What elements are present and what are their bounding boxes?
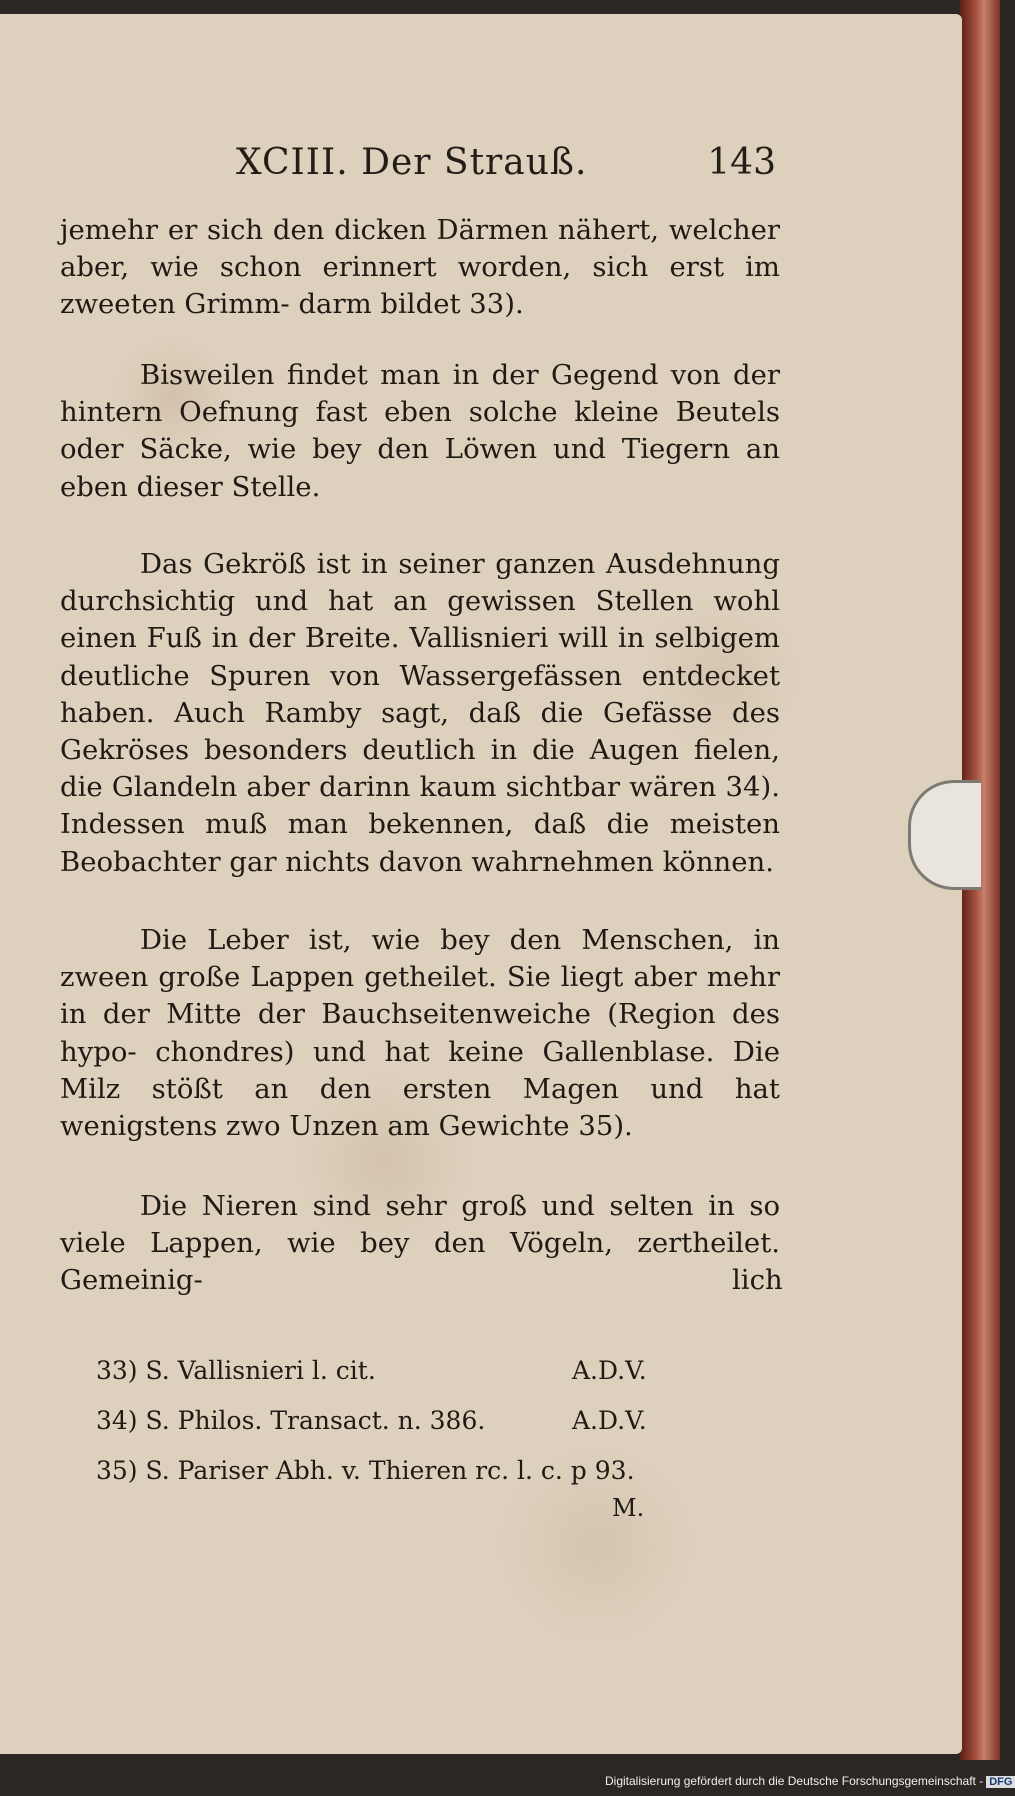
footnote-33 (96, 1356, 696, 1406)
footnotes (96, 1356, 696, 1506)
paragraph-5: Die Nieren sind sehr groß und selten in so viele Lappen, wie bey den Vögeln, zertheilet. Gemeinig- (60, 1190, 780, 1297)
credit-text: Digitalisierung gefördert durch die Deutsche Forschungsgemeinschaft - (605, 1774, 984, 1788)
digitization-credit (605, 1774, 1015, 1794)
signature-mark: M. (612, 1494, 645, 1522)
page-number: 143 (707, 142, 776, 183)
paragraph-1: jemehr er sich den dicken Därmen nähert, welcher aber, wie schon erinnert worden, sich erst im zweeten Grimm- darm bildet 33). (60, 214, 780, 321)
dfg-logo: DFG (986, 1776, 1015, 1788)
footnote-text: 33) S. Vallisnieri l. cit. (96, 1356, 376, 1385)
chapter-title: XCIII. Der Strauß. (236, 142, 588, 183)
paragraph-4: Die Leber ist, wie bey den Menschen, in zween große Lappen getheilet. Sie liegt aber mehr in der Mitte der Bauchseitenweiche (Region des hypo- chondres) und hat keine Gallenblase. Die Milz stößt an den ersten Magen und hat wenigstens zwo Unzen am Gewichte 35). (60, 924, 780, 1143)
footnote-text: 35) S. Pariser Abh. v. Thieren rc. l. c. p 93. (96, 1456, 635, 1485)
footnote-35 (96, 1456, 696, 1506)
footnote-signature: A.D.V. (572, 1406, 647, 1435)
footnote-34 (96, 1406, 696, 1456)
footnote-text: 34) S. Philos. Transact. n. 386. (96, 1406, 486, 1435)
footnote-signature: A.D.V. (572, 1356, 647, 1385)
paragraph-2: Bisweilen findet man in der Gegend von der hintern Oefnung fast eben solche kleine Beutels oder Säcke, wie bey den Löwen und Tiegern an eben dieser Stelle. (60, 359, 780, 503)
paragraph-3: Das Gekröß ist in seiner ganzen Ausdehnung durchsichtig und hat an gewissen Stellen wohl einen Fuß in der Breite. Vallisnieri will in selbigem deutliche Spuren von Wassergefässen entdecket haben. Auch Ramby sagt, daß die Gefässe des Gekröses besonders deutlich in die Augen fielen, die Glandeln aber darinn kaum sichtbar wären 34). Indessen muß man bekennen, daß die meisten Beobachter gar nichts davon wahrnehmen können. (60, 548, 780, 878)
running-head (236, 142, 776, 190)
page-clip (908, 780, 981, 890)
catchword: lich (732, 1264, 783, 1296)
